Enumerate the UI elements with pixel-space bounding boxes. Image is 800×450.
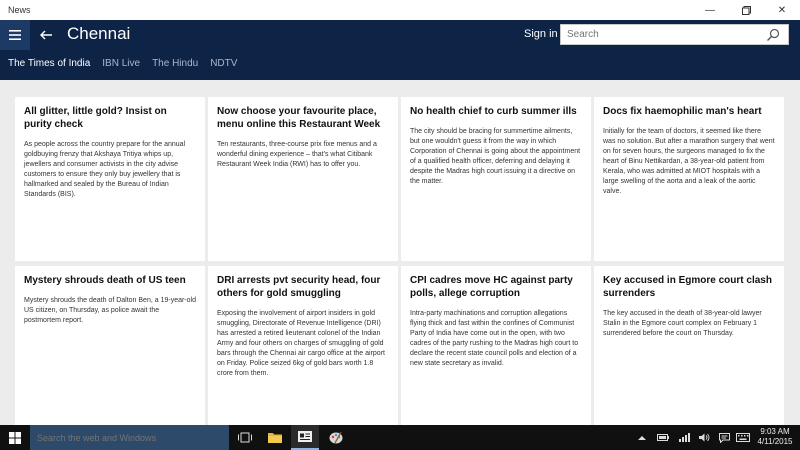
article-title: All glitter, little gold? Insist on purity check [24,106,167,130]
article-card[interactable] [15,97,205,261]
clock-time: 9:03 AM [760,427,790,436]
action-center-button[interactable] [717,425,731,450]
article-summary: Exposing the involvement of airport insiders in gold smuggling, Directorate of Revenue Intelligence (DRI) has arrested a retired lieutenant colonel of the Indian Army and four others on charges of smuggling of gold bars through the Chennai air cargo office at the airport on Friday. Police seized 6kg of gold bars worth 1.8 crore from them. [217,310,385,377]
sign-in-link[interactable]: Sign in [524,28,558,40]
app-header [0,20,800,80]
hamburger-icon [9,30,21,40]
article-card[interactable] [401,266,591,425]
chevron-up-icon [638,435,646,441]
back-arrow-icon [40,30,52,40]
news-app-icon [298,431,312,442]
clock-date: 4/11/2015 [757,437,793,446]
article-card[interactable] [15,266,205,425]
article-title: Key accused in Egmore court clash surrenders [603,275,772,299]
paint-app-button[interactable] [322,425,350,450]
taskbar-search-box[interactable] [30,425,229,450]
article-title: No health chief to curb summer ills [410,106,577,117]
article-title: Docs fix haemophilic man's heart [603,106,762,117]
battery-icon [657,434,669,441]
task-view-button[interactable] [231,425,259,450]
close-button[interactable]: ✕ [777,4,787,16]
article-title: CPI cadres move HC against party polls, allege corruption [410,275,573,299]
minimize-button[interactable]: — [705,4,715,16]
keyboard-button[interactable] [735,425,751,450]
volume-button[interactable] [697,425,711,450]
article-title: Now choose your favourite place, menu online this Restaurant Week [217,106,381,130]
taskbar-clock[interactable] [750,427,800,447]
network-signal-icon [679,433,690,442]
battery-button[interactable] [656,425,670,450]
task-view-icon [238,432,252,443]
notification-icon [719,433,730,443]
article-summary: Initially for the team of doctors, it seemed like there was no solution. But after a marathon surgery that went on for seven hours, the surgeons managed to fix the heart of Binu Nettikardan, a 38-year-old patient from Kerala, who was admitted at MIOT hospitals with a large swelling of the aorta and a leak of the aortic valve. [603,128,775,195]
article-title: Mystery shrouds death of US teen [24,275,186,286]
search-box[interactable] [560,24,789,45]
search-icon[interactable] [766,28,780,42]
tab-times-of-india[interactable]: The Times of India [8,58,91,69]
article-summary: The key accused in the death of 38-year-old lawyer Stalin in the Egmore court complex on February 1 surrendered before the court on Thursday. [603,310,762,337]
keyboard-icon [736,433,750,442]
file-explorer-button[interactable] [261,425,289,450]
article-title: DRI arrests pvt security head, four others for gold smuggling [217,275,381,299]
paint-palette-icon [329,431,343,444]
start-button[interactable] [0,425,30,450]
taskbar-search-input[interactable] [37,433,222,443]
back-button[interactable] [36,25,56,45]
article-card[interactable] [594,97,784,261]
article-summary: As people across the country prepare for the annual goldbuying frenzy that Akshaya Tritiya whips up, jewellers and consumer activists in the city advise customers to ensure they only buy jewellery that is hallmarked and sealed by the Bureau of Indian Standards (BIS). [24,141,186,198]
maximize-button[interactable] [728,0,764,20]
network-button[interactable] [677,425,691,450]
window-titlebar [0,0,800,20]
window-title: News [8,5,31,15]
article-card[interactable] [594,266,784,425]
windows-logo-icon [9,432,21,444]
page-title: Chennai [67,24,131,43]
article-summary: Ten restaurants, three-course prix fixe menus and a wonderful dining experience – that's what Citibank Restaurant Week India (RWI) has to offer you. [217,141,377,168]
folder-icon [268,432,282,443]
article-card[interactable] [401,97,591,261]
restore-icon [742,6,751,15]
article-summary: Intra-party machinations and corruption allegations flying thick and fast within the confines of Communist Party of India have come out in the open, with two cadres of the party rushing to the Madras high court to declare the recent state council polls and election of a new state secretary as invalid. [410,310,579,367]
speaker-icon [699,433,710,442]
source-tabs [8,58,249,69]
tab-ibn-live[interactable]: IBN Live [102,58,141,69]
article-card[interactable] [208,266,398,425]
article-summary: Mystery shrouds the death of Dalton Ben, a 19-year-old US citizen, on Thursday, as police await the postmortem report. [24,297,196,324]
article-card[interactable] [208,97,398,261]
tab-ndtv[interactable]: NDTV [210,58,238,69]
taskbar [0,425,800,450]
news-app-taskbar-button[interactable] [291,425,319,450]
tab-the-hindu[interactable]: The Hindu [152,58,199,69]
hamburger-menu-button[interactable] [0,20,30,50]
search-input[interactable] [561,25,761,44]
article-summary: The city should be bracing for summertime ailments, but one wouldn't guess it from the way in which Corporation of Chennai is going about the appointment of a qualified health officer, deferring and delaying it despite the Madras high court issuing it a directive on the matter. [410,128,581,185]
show-hidden-icons-button[interactable] [636,425,648,450]
